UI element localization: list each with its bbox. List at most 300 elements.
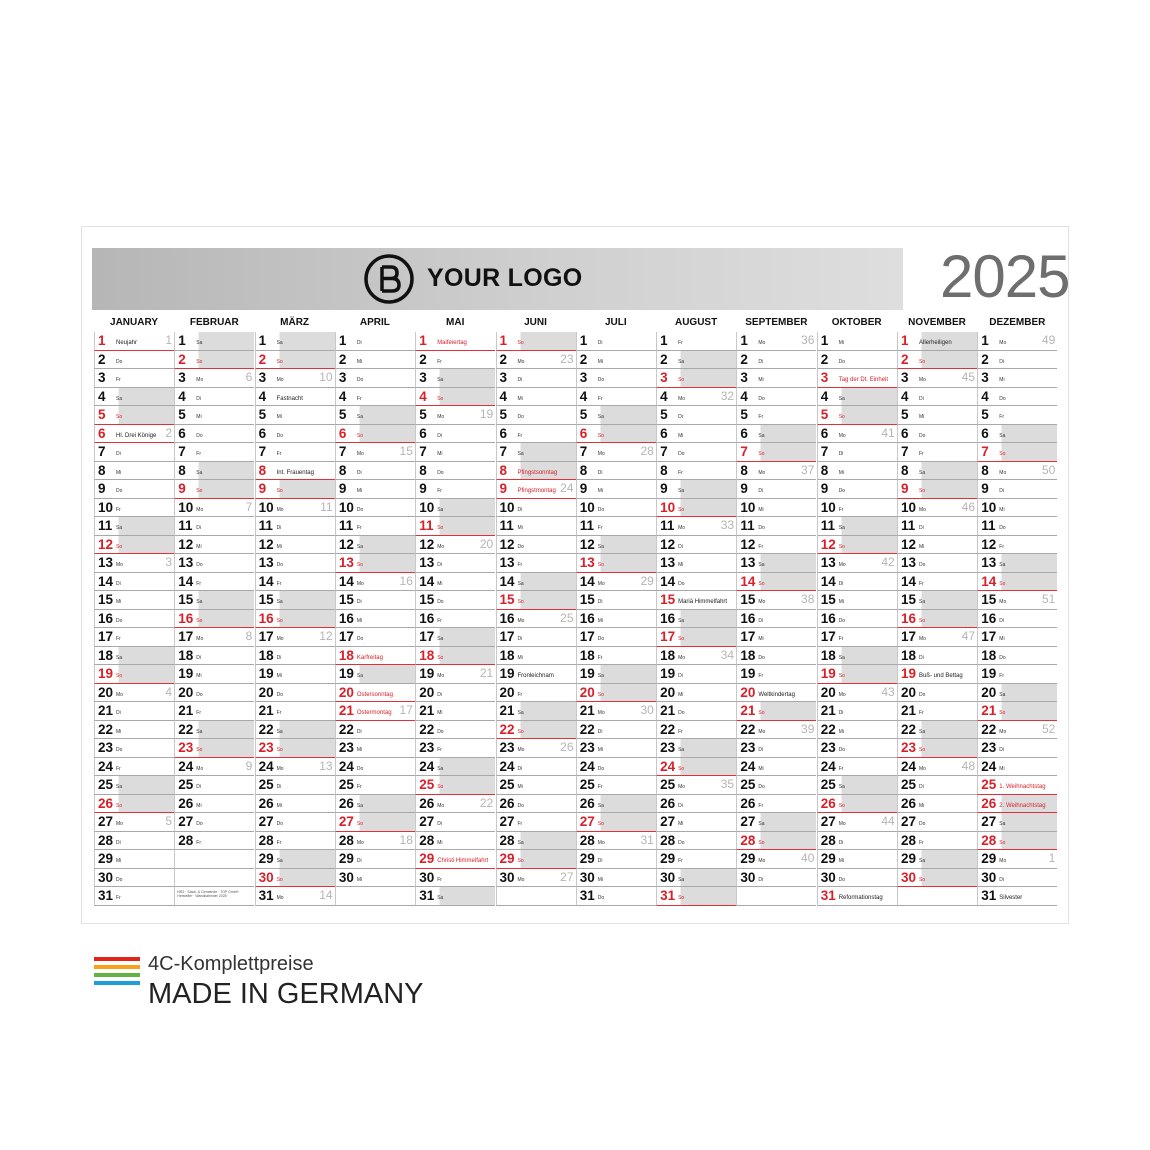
week-number: 35 <box>720 777 735 791</box>
day-row <box>94 647 174 666</box>
holiday-name: Mariä Himmelfahrt <box>678 599 728 605</box>
weekday-label: Fr <box>838 765 844 772</box>
day-row <box>335 721 415 740</box>
day-number: 5 <box>178 407 186 422</box>
day-number: 22 <box>499 721 515 737</box>
weekday-label: Mo <box>919 636 926 642</box>
day-number: 12 <box>579 536 595 552</box>
calendar-year: 2025 <box>940 243 1070 310</box>
day-row <box>496 462 576 481</box>
day-row <box>335 332 415 351</box>
weekday-label: Do <box>196 432 203 439</box>
day-row <box>736 887 816 906</box>
day-number: 7 <box>98 444 106 459</box>
day-number: 9 <box>258 481 267 496</box>
weekday-label: Sa <box>437 377 444 383</box>
day-number: 30 <box>740 869 756 885</box>
week-number: 42 <box>881 555 895 569</box>
day-row <box>496 850 576 869</box>
weekday-label: Mo <box>597 710 605 716</box>
weekday-label: Do <box>196 691 203 698</box>
day-number: 1 <box>258 333 267 348</box>
weekday-label: Mo <box>999 469 1007 476</box>
day-row <box>736 388 816 407</box>
day-number: 22 <box>178 721 194 737</box>
weekday-label: So <box>196 358 203 365</box>
day-number: 22 <box>579 721 595 737</box>
weekday-label: Mo <box>758 469 766 476</box>
day-number: 8 <box>338 462 347 478</box>
day-row <box>977 369 1057 388</box>
day-number: 20 <box>660 684 676 700</box>
weekday-label: Mo <box>597 451 605 457</box>
weekday-label: Mi <box>116 469 122 476</box>
weekday-label: Di <box>196 525 202 531</box>
day-number: 27 <box>981 814 997 829</box>
weekday-label: Do <box>597 506 605 513</box>
day-number: 27 <box>419 814 435 829</box>
day-number: 16 <box>178 610 194 626</box>
day-number: 30 <box>820 869 836 885</box>
day-row <box>977 832 1057 851</box>
weekday-label: Fr <box>597 525 603 531</box>
weekday-label: Di <box>116 451 121 457</box>
day-number: 28 <box>338 832 354 848</box>
day-row <box>94 499 174 518</box>
week-number: 41 <box>881 425 895 440</box>
weekday-label: Sa <box>838 654 845 661</box>
day-row <box>656 832 736 851</box>
day-number: 9 <box>660 481 668 496</box>
weekday-label: So <box>919 876 926 883</box>
day-row <box>576 388 656 407</box>
day-row <box>817 702 897 721</box>
day-row <box>576 665 656 684</box>
month-column <box>335 314 415 906</box>
weekday-label: So <box>597 691 604 698</box>
day-number: 27 <box>820 814 836 829</box>
day-number: 7 <box>499 444 508 459</box>
day-row <box>897 887 977 906</box>
day-row <box>897 591 977 610</box>
weekday-label: Sa <box>919 858 926 864</box>
weekday-label: Fr <box>276 580 282 587</box>
weekday-label: Do <box>597 636 605 642</box>
weekday-label: Mi <box>196 673 202 679</box>
day-number: 26 <box>660 795 676 811</box>
day-row <box>255 758 335 777</box>
day-row <box>656 406 736 425</box>
day-number: 1 <box>499 333 508 348</box>
weekday-label: Mo <box>758 728 766 735</box>
weekday-label: Mi <box>116 728 122 735</box>
weekday-label: Mi <box>838 469 844 476</box>
day-number: 9 <box>419 481 427 496</box>
weekday-label: Do <box>838 488 846 494</box>
day-row <box>174 369 254 388</box>
weekday-label: Mi <box>196 543 202 550</box>
day-number: 10 <box>338 499 354 515</box>
day-number: 15 <box>660 592 676 607</box>
weekday-label: Sa <box>999 691 1006 698</box>
weekday-label: Mo <box>116 691 123 698</box>
day-row <box>415 739 495 758</box>
day-row <box>335 684 415 703</box>
day-row <box>415 758 495 777</box>
day-row <box>897 684 977 703</box>
day-number: 22 <box>660 721 676 737</box>
day-number: 23 <box>499 740 515 755</box>
day-row <box>94 406 174 425</box>
day-row <box>736 832 816 851</box>
day-number: 26 <box>338 795 354 811</box>
day-row <box>174 684 254 703</box>
day-number: 8 <box>98 462 106 478</box>
day-row <box>94 332 174 351</box>
day-number: 1 <box>740 333 748 348</box>
day-row <box>656 536 736 555</box>
day-number: 26 <box>98 795 114 811</box>
month-name: JUNI <box>524 317 547 328</box>
day-row <box>174 573 254 592</box>
day-row <box>977 813 1057 832</box>
month-column <box>255 314 335 906</box>
day-number: 5 <box>338 407 347 422</box>
day-number: 5 <box>98 407 106 422</box>
day-number: 21 <box>419 703 435 718</box>
day-row <box>897 702 977 721</box>
weekday-label: So <box>597 432 604 439</box>
day-number: 19 <box>579 666 595 681</box>
weekday-label: Mo <box>196 765 204 772</box>
week-number: 37 <box>801 462 815 477</box>
day-row <box>335 776 415 795</box>
day-row <box>255 480 335 499</box>
week-number: 8 <box>245 629 253 643</box>
day-number: 1 <box>98 333 106 348</box>
day-number: 14 <box>579 573 595 589</box>
day-number: 3 <box>419 370 427 385</box>
day-number: 29 <box>98 851 114 866</box>
day-number: 14 <box>419 573 435 589</box>
holiday-name: Weltkindertag <box>758 691 795 698</box>
day-row <box>897 554 977 573</box>
day-number: 7 <box>901 444 909 459</box>
day-row <box>817 758 897 777</box>
day-number: 20 <box>579 684 595 700</box>
holiday-name: 1. Weihnachtstag <box>999 784 1046 790</box>
day-row <box>94 776 174 795</box>
day-number: 26 <box>981 795 997 811</box>
weekday-label: Do <box>116 747 123 753</box>
day-row <box>415 610 495 629</box>
day-row <box>576 406 656 425</box>
day-number: 9 <box>98 481 106 496</box>
weekday-label: Do <box>597 765 605 772</box>
day-row <box>496 480 576 499</box>
day-number: 2 <box>419 351 427 367</box>
weekday-label: Fr <box>437 747 442 753</box>
weekday-label: Mi <box>919 414 925 420</box>
weekday-label: So <box>356 821 364 827</box>
weekday-label: Fr <box>838 506 844 513</box>
weekday-label: Di <box>597 469 603 476</box>
day-number: 11 <box>740 518 755 533</box>
day-row <box>897 332 977 351</box>
day-number: 31 <box>98 888 114 903</box>
day-row <box>736 610 816 629</box>
day-row <box>335 573 415 592</box>
month-column <box>736 314 816 906</box>
day-row <box>496 721 576 740</box>
day-number: 3 <box>740 370 748 385</box>
day-row <box>174 665 254 684</box>
day-row <box>335 795 415 814</box>
day-number: 10 <box>98 499 114 515</box>
day-row <box>576 776 656 795</box>
weekday-label: So <box>999 710 1006 716</box>
day-row <box>335 462 415 481</box>
day-row <box>335 591 415 610</box>
day-row <box>656 610 736 629</box>
weekday-label: Sa <box>196 469 203 476</box>
day-row <box>736 628 816 647</box>
day-row <box>817 776 897 795</box>
day-number: 18 <box>981 647 997 663</box>
day-row <box>817 369 897 388</box>
day-number: 28 <box>981 832 997 848</box>
weekday-label: Di <box>356 858 362 864</box>
day-row <box>335 388 415 407</box>
day-row <box>656 665 736 684</box>
weekday-label: So <box>276 617 283 624</box>
weekday-label: Fr <box>356 784 362 790</box>
day-row <box>496 351 576 370</box>
day-row <box>817 795 897 814</box>
day-row <box>817 665 897 684</box>
month-name: JANUARY <box>110 317 158 328</box>
day-row <box>977 721 1057 740</box>
day-number: 8 <box>740 462 748 478</box>
day-row <box>496 776 576 795</box>
day-number: 3 <box>820 370 829 385</box>
day-row <box>496 554 576 573</box>
day-row <box>656 369 736 388</box>
week-number: 21 <box>479 666 494 680</box>
weekday-label: So <box>196 488 203 494</box>
day-number: 10 <box>499 499 515 515</box>
day-number: 24 <box>338 758 354 774</box>
weekday-label: Mo <box>919 765 926 772</box>
day-number: 21 <box>740 703 756 718</box>
day-number: 3 <box>901 370 909 385</box>
day-row <box>977 850 1057 869</box>
day-row <box>817 554 897 573</box>
day-number: 11 <box>901 518 916 533</box>
week-number: 44 <box>881 814 895 828</box>
weekday-label: Sa <box>597 802 604 809</box>
weekday-label: Sa <box>196 728 203 735</box>
day-number: 1 <box>419 333 427 348</box>
week-number: 32 <box>720 388 735 403</box>
day-row <box>94 795 174 814</box>
day-number: 14 <box>499 573 515 589</box>
weekday-label: Mo <box>517 876 525 883</box>
weekday-label: Mo <box>758 599 766 605</box>
day-number: 23 <box>660 740 676 755</box>
day-row <box>496 795 576 814</box>
stripe-green <box>94 973 140 977</box>
weekday-label: Di <box>517 377 523 383</box>
day-row <box>255 795 335 814</box>
day-number: 13 <box>499 555 515 570</box>
weekday-label: Di <box>517 506 523 513</box>
day-number: 5 <box>419 407 427 422</box>
day-row <box>977 795 1057 814</box>
day-number: 17 <box>178 629 194 644</box>
day-number: 7 <box>258 444 267 459</box>
weekday-label: Sa <box>999 821 1006 827</box>
month-name: JULI <box>604 317 627 328</box>
day-row <box>977 758 1057 777</box>
day-number: 9 <box>820 481 829 496</box>
day-row <box>656 462 736 481</box>
day-number: 4 <box>579 388 588 404</box>
day-row <box>335 480 415 499</box>
weekday-label: Fr <box>838 636 844 642</box>
day-number: 30 <box>499 869 515 885</box>
month-column <box>817 314 897 906</box>
day-number: 6 <box>419 425 427 441</box>
day-row <box>174 850 254 869</box>
weekday-label: Di <box>356 599 362 605</box>
weekday-label: Do <box>919 562 926 568</box>
weekday-label: Mo <box>517 358 525 365</box>
day-number: 3 <box>981 370 989 385</box>
weekday-label: Mi <box>758 506 764 513</box>
weekday-label: Di <box>437 821 442 827</box>
day-number: 16 <box>338 610 354 626</box>
day-row <box>817 462 897 481</box>
day-number: 5 <box>981 407 989 422</box>
day-number: 3 <box>178 370 186 385</box>
day-number: 19 <box>178 666 194 681</box>
day-number: 10 <box>660 499 676 515</box>
day-number: 19 <box>981 666 997 681</box>
day-number: 8 <box>258 462 267 478</box>
day-number: 31 <box>579 888 595 903</box>
day-row <box>576 869 656 888</box>
day-number: 13 <box>820 555 836 570</box>
weekday-label: Sa <box>758 562 765 568</box>
day-number: 10 <box>419 499 435 515</box>
day-number: 26 <box>579 795 595 811</box>
weekday-label: Di <box>758 358 764 365</box>
week-number: 5 <box>165 814 172 828</box>
week-number: 43 <box>881 684 895 699</box>
day-number: 21 <box>499 703 515 718</box>
day-row <box>897 443 977 462</box>
weekday-label: So <box>838 802 845 809</box>
day-row <box>817 813 897 832</box>
day-number: 19 <box>499 666 515 681</box>
weekday-label: Mo <box>919 506 926 513</box>
day-number: 28 <box>660 832 676 848</box>
day-number: 30 <box>901 869 917 885</box>
weekday-label: So <box>196 617 203 624</box>
weekday-label: Di <box>678 673 683 679</box>
month-name: AUGUST <box>674 317 718 328</box>
day-row <box>174 480 254 499</box>
day-row <box>656 795 736 814</box>
day-row <box>897 536 977 555</box>
day-number: 14 <box>901 573 917 589</box>
day-number: 28 <box>901 832 917 848</box>
day-number: 17 <box>660 629 676 644</box>
day-number: 24 <box>901 758 917 774</box>
day-number: 27 <box>258 814 274 829</box>
day-number: 23 <box>740 740 756 755</box>
day-row <box>576 443 656 462</box>
weekday-label: Do <box>116 488 123 494</box>
week-number: 29 <box>640 573 654 588</box>
day-row <box>94 425 174 444</box>
day-number: 27 <box>338 814 354 829</box>
day-number: 13 <box>579 555 595 570</box>
weekday-label: Fr <box>678 340 683 346</box>
weekday-label: Fr <box>999 543 1005 550</box>
weekday-label: Mi <box>678 821 684 827</box>
day-row <box>335 647 415 666</box>
day-row <box>817 647 897 666</box>
holiday-name: Maifeiertag <box>437 340 467 346</box>
weekday-label: Di <box>196 654 202 661</box>
day-row <box>977 776 1057 795</box>
day-number: 1 <box>338 333 347 348</box>
week-number: 52 <box>1041 721 1056 736</box>
day-row <box>977 887 1057 906</box>
weekday-label: Sa <box>517 451 524 457</box>
day-number: 19 <box>901 666 917 681</box>
day-number: 16 <box>419 610 435 626</box>
weekday-label: Di <box>597 728 603 735</box>
weekday-label: Do <box>437 728 444 735</box>
day-number: 17 <box>740 629 756 644</box>
day-row <box>897 351 977 370</box>
weekday-label: Mo <box>437 543 445 550</box>
holiday-name: Fronleichnam <box>517 673 554 679</box>
day-row <box>817 425 897 444</box>
day-number: 28 <box>98 832 114 848</box>
day-number: 7 <box>338 444 347 459</box>
day-row <box>576 832 656 851</box>
day-row <box>94 739 174 758</box>
day-number: 13 <box>981 555 997 570</box>
day-row <box>496 758 576 777</box>
weekday-label: Sa <box>196 340 203 346</box>
day-row <box>255 591 335 610</box>
weekday-label: Mi <box>838 728 844 735</box>
day-row <box>817 610 897 629</box>
weekday-label: Fr <box>517 432 523 439</box>
weekday-label: Mo <box>276 636 284 642</box>
weekday-label: Di <box>919 525 924 531</box>
day-number: 18 <box>178 647 194 663</box>
day-number: 31 <box>419 888 435 903</box>
weekday-label: Sa <box>597 673 604 679</box>
day-row <box>174 721 254 740</box>
day-number: 21 <box>981 703 997 718</box>
